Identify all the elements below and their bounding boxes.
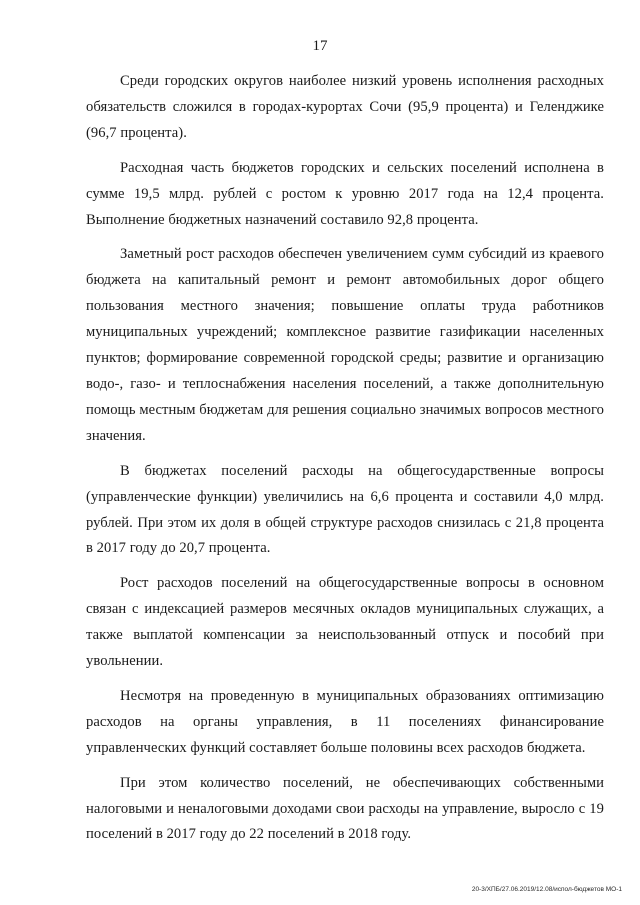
paragraph: Расходная часть бюджетов городских и сельских поселений исполнена в сумме 19,5 млрд. рублей с ростом к уровню 2017 года на 12,4 процента. Выполнение бюджетных назначений составило 92,8 процента. bbox=[86, 159, 604, 228]
page-number: 17 bbox=[312, 38, 328, 54]
document-body bbox=[86, 69, 604, 848]
paragraph: При этом количество поселений, не обеспечивающих собственными налоговыми и неналоговыми доходами свои расходы на управление, выросло с 19 поселений в 2017 году до 22 поселений в 2018 году. bbox=[86, 774, 604, 843]
paragraph: Несмотря на проведенную в муниципальных образованиях оптимизацию расходов на органы управления, в 11 поселениях финансирование управленческих функций составляет больше половины всех расходов бюджета. bbox=[86, 687, 604, 756]
paragraph: Среди городских округов наиболее низкий уровень исполнения расходных обязательств сложился в городах-курортах Сочи (95,9 процента) и Геленджике (96,7 процента). bbox=[86, 73, 604, 141]
document-footer-code: 20-3/ХПБ/27.06.2019/12.08/испол-бюджетов МО-1 bbox=[471, 885, 622, 893]
paragraph: В бюджетах поселений расходы на общегосударственные вопросы (управленческие функции) увеличились на 6,6 процента и составили 4,0 млрд. рублей. При этом их доля в общей структуре расходов снизилась с 21,8 процента в 2017 году до 20,7 процента. bbox=[86, 462, 604, 557]
paragraph: Заметный рост расходов обеспечен увеличением сумм субсидий из краевого бюджета на капитальный ремонт и ремонт автомобильных дорог общего пользования местного значения; повышение оплаты труда работников муниципальных учреждений; комплексное развитие газификации населенных пунктов; формирование современной городской среды; развитие и организацию водо-, газо- и теплоснабжения населения поселений, а также дополнительную помощь местным бюджетам для решения социально значимых вопросов местного значения. bbox=[86, 246, 604, 444]
paragraph: Рост расходов поселений на общегосударственные вопросы в основном связан с индексацией размеров месячных окладов муниципальных служащих, а также выплатой компенсации за неиспользованный отпуск и пособий при увольнении. bbox=[86, 575, 604, 670]
